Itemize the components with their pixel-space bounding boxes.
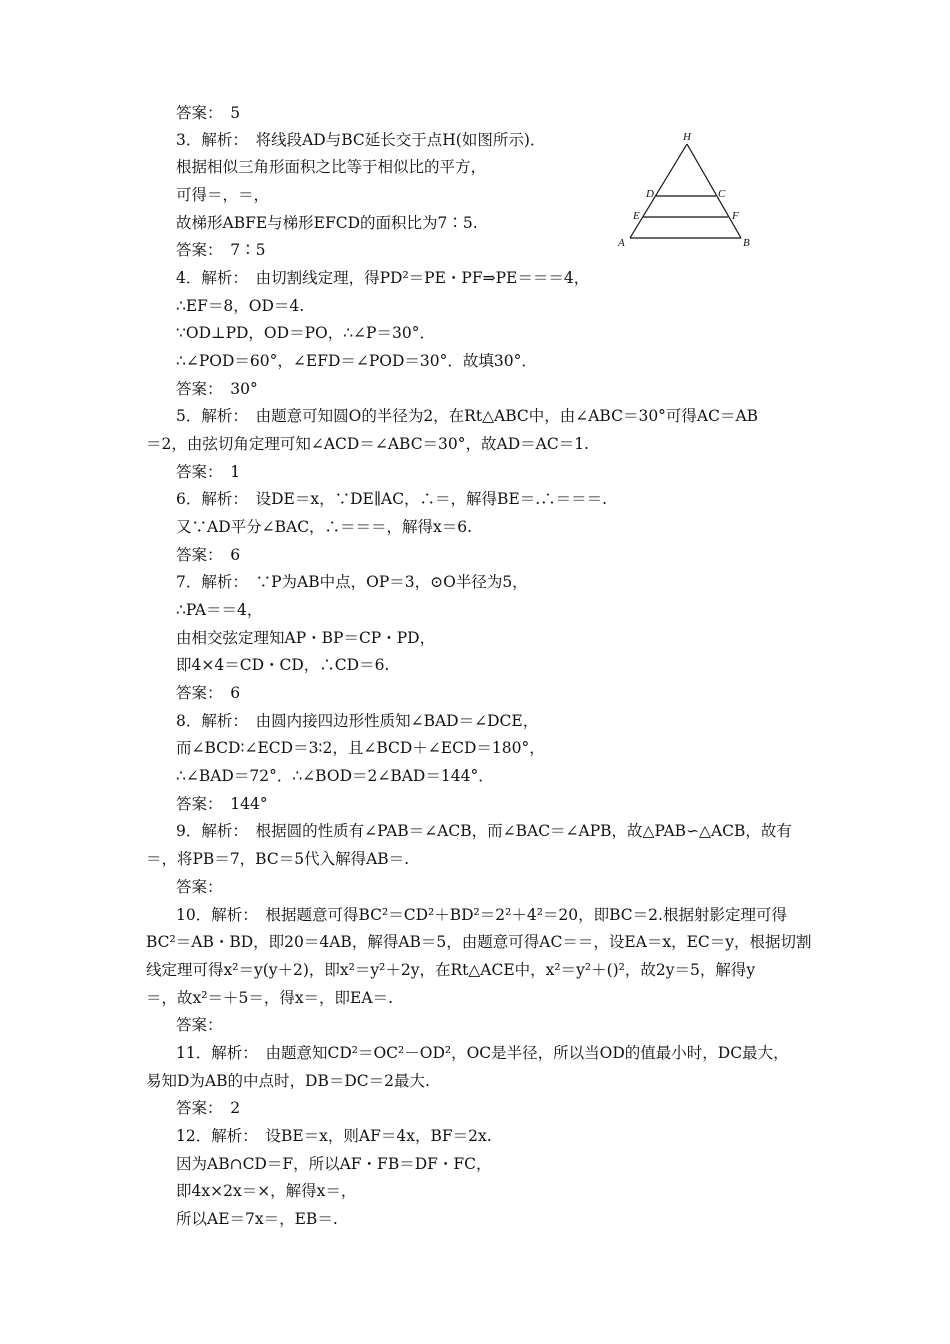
text-line: ∴∠POD＝60°，∠EFD＝∠POD＝30°．故填30°． xyxy=(176,352,537,370)
text-line: 答案： 30° xyxy=(176,380,258,398)
text-line: BC²＝AB・BD，即20＝4AB，解得AB＝5，由题意可得AC＝＝，设EA＝x，EC＝y，根据切割 xyxy=(146,933,812,951)
text-line: ＝，故x²＝＋5＝，得x＝，即EA＝. xyxy=(146,989,393,1007)
text-line: 4．解析： 由切割线定理，得PD²＝PE・PF⇒PE＝＝＝4， xyxy=(176,269,590,287)
label-d: D xyxy=(646,188,654,200)
text-line: 可得＝，＝， xyxy=(176,186,270,204)
text-line: 答案： 6 xyxy=(176,684,241,702)
text-line: ＝，将PB＝7，BC＝5代入解得AB＝. xyxy=(146,850,410,868)
side-line-hb xyxy=(687,144,741,238)
text-line: ∴PA＝＝4， xyxy=(176,601,263,619)
text-line: 而∠BCD∶∠ECD＝3∶2，且∠BCD＋∠ECD＝180°， xyxy=(176,739,545,757)
text-line: 线定理可得x²＝y(y＋2)，即x²＝y²＋2y，在Rt△ACE中，x²＝y²＋()²，故2y＝5，解得y xyxy=(146,961,756,979)
text-line: 3．解析： 将线段AD与BC延长交于点H(如图所示)． xyxy=(176,131,546,149)
text-line: 即4x×2x＝×，解得x＝， xyxy=(176,1182,357,1200)
text-line: 10．解析： 根据题意可得BC²＝CD²＋BD²＝2²＋4²＝20，即BC＝2.根据射影定理可得 xyxy=(176,906,787,924)
text-line: ∵OD⊥PD，OD＝PO，∴∠P＝30°． xyxy=(176,324,435,342)
text-line: 所以AE＝7x＝，EB＝. xyxy=(176,1210,338,1228)
text-line: 12．解析： 设BE＝x，则AF＝4x，BF＝2x. xyxy=(176,1127,492,1145)
text-line: ∴∠BAD＝72°．∴∠BOD＝2∠BAD＝144°． xyxy=(176,767,494,785)
text-line: 由相交弦定理知AP・BP＝CP・PD， xyxy=(176,629,436,647)
text-line: 11．解析： 由题意知CD²＝OC²－OD²，OC是半径，所以当OD的值最小时，DC最大， xyxy=(176,1044,789,1062)
text-line: 又∵AD平分∠BAC，∴＝＝＝，解得x＝6. xyxy=(176,518,473,536)
text-line: 根据相似三角形面积之比等于相似比的平方， xyxy=(176,158,487,176)
text-line: 答案： xyxy=(176,1016,223,1034)
label-f: F xyxy=(732,210,739,222)
label-b: B xyxy=(743,237,750,249)
text-line: 因为AB∩CD＝F，所以AF・FB＝DF・FC， xyxy=(176,1155,492,1173)
text-line: 5．解析： 由题意可知圆O的半径为2，在Rt△ABC中，由∠ABC＝30°可得AC＝AB xyxy=(176,407,759,425)
text-line: 即4×4＝CD・CD，∴CD＝6. xyxy=(176,656,390,674)
text-line: 8．解析： 由圆内接四边形性质知∠BAD＝∠DCE， xyxy=(176,712,539,730)
trapezoid-diagram xyxy=(612,130,762,255)
label-h: H xyxy=(683,131,691,143)
text-line: 答案： 144° xyxy=(176,795,268,813)
text-line: 答案： 2 xyxy=(176,1099,241,1117)
text-line: 易知D为AB的中点时，DB＝DC＝2最大. xyxy=(146,1072,430,1090)
text-line: 9．解析： 根据圆的性质有∠PAB＝∠ACB，而∠BAC＝∠APB，故△PAB∽△ACB，故有 xyxy=(176,822,792,840)
label-c: C xyxy=(718,188,726,200)
text-line: 6．解析： 设DE＝x，∵DE∥AC，∴＝，解得BE＝.∴＝＝＝. xyxy=(176,490,608,508)
text-line: ＝2，由弦切角定理可知∠ACD＝∠ABC＝30°，故AD＝AC＝1. xyxy=(146,435,589,453)
text-line: 故梯形ABFE与梯形EFCD的面积比为7∶5. xyxy=(176,214,478,232)
label-a: A xyxy=(618,237,625,249)
text-line: 7．解析： ∵P为AB中点，OP＝3，⊙O半径为5， xyxy=(176,573,528,591)
text-line: 答案： 5 xyxy=(176,104,241,122)
text-line: 答案： 7∶5 xyxy=(176,241,266,259)
text-line: 答案： 6 xyxy=(176,546,241,564)
label-e: E xyxy=(633,210,640,222)
text-line: ∴EF＝8，OD＝4. xyxy=(176,297,305,315)
side-line-ha xyxy=(630,144,687,238)
text-line: 答案： xyxy=(176,878,223,896)
text-line: 答案： 1 xyxy=(176,463,241,481)
trapezoid-figure xyxy=(612,130,762,255)
